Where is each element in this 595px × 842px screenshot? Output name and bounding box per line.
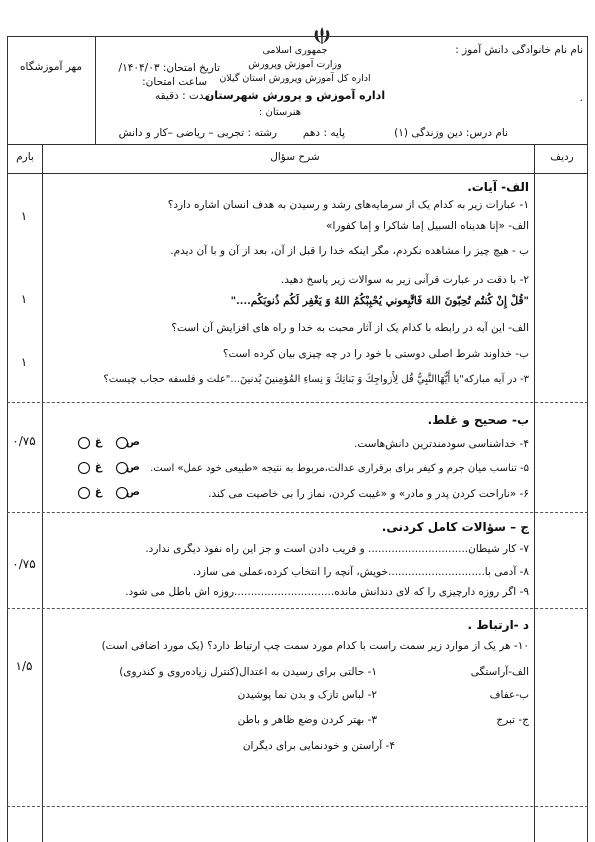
match-left-4: ۴- آراستن و خودنمایی برای دیگران — [242, 740, 395, 752]
true-option[interactable] — [116, 487, 128, 499]
match-left-3: ۳- بهتر کردن وضع ظاهر و باطن — [237, 714, 377, 726]
section-b-title: ب- صحیح و غلط. — [427, 413, 529, 427]
match-right-a: الف-آراستگی — [470, 666, 529, 678]
section-a-title: الف- آیات. — [467, 180, 529, 194]
question-3: ۳- در آیه مبارکه"یا أَيُّهَاالنَّبِيُّ قُل لِأَزواجِكَ وَ بَناتِكَ وَ نِساءِ المُؤمِنينَ يُدنينَ..."علت و فلسفه حجاب چیست؟ — [103, 374, 529, 385]
true-option[interactable] — [116, 437, 128, 449]
score-header: بارم — [16, 151, 34, 163]
question-2b: ب- خداوند شرط اصلی دوستی با خود را در چه چیزی بیان کرده است؟ — [222, 348, 529, 360]
question-5: ۵- تناسب میان جرم و کیفر برای برقراری عدالت،مربوط به نتیجه «طبیعی خود عمل» است. — [150, 463, 529, 474]
office-label: اداره آموزش و پرورش شهرستان — [204, 89, 386, 102]
score-section-d: ۱/۵ — [15, 659, 33, 673]
question-2a: الف- این آیه در رابطه با کدام یک از آثار محبت به خدا و راه های افزایش آن است؟ — [171, 322, 529, 334]
false-option[interactable] — [78, 437, 90, 449]
dot-mark: . — [579, 92, 583, 104]
school-label: هنرستان : — [258, 107, 302, 118]
match-left-2: ۲- لباس تازک و بدن نما پوشیدن — [237, 689, 377, 701]
row-column-line — [534, 144, 535, 842]
header-divider — [7, 144, 588, 145]
false-label: غ — [94, 486, 102, 498]
true-label: ص — [125, 436, 140, 448]
exam-time-label: ساعت امتحان: — [142, 76, 207, 88]
country-label: جمهوری اسلامی — [262, 45, 328, 56]
score-q2: ۱ — [20, 292, 28, 306]
question-header: شرح سؤال — [270, 151, 320, 163]
quran-verse: "قُلْ إِنْ کُنتُم تُحِبّونَ اللهَ فَاتَّبِعوني يُحْبِبْكُمُ اللهُ وَ يَغْفِر لَكُم ذُنوبَكُم...." — [230, 295, 529, 307]
exam-date-label: تاریخ امتحان: ۱۴۰۴/۰۳/ — [118, 62, 220, 74]
section-divider-b — [7, 512, 588, 513]
tf-options-5 — [62, 461, 142, 475]
score-q1: ۱ — [20, 209, 28, 223]
score-column-line — [42, 144, 43, 842]
section-d-title: د -ارتباط . — [467, 618, 529, 632]
question-1: ۱- عبارات زیر به کدام یک از سرمایه‌های رشد و رسیدن به هدف انسان اشاره دارد؟ — [167, 199, 529, 211]
match-right-b: ب-عفاف — [489, 689, 529, 701]
question-1a: الف- «إنا هدیناه السبیل إما شاکرا و إما کفورا» — [326, 220, 529, 232]
score-section-b: ۰/۷۵ — [12, 434, 36, 448]
question-10: ۱۰- هر یک از موارد زیر سمت راست با کدام مورد سمت چپ ارتباط دارد؟ (یک مورد اضافی است) — [101, 640, 529, 652]
directorate-label: اداره کل آموزش وپرورش استان گیلان — [219, 73, 371, 84]
question-4: ۴- خداشناسی سودمندترین دانش‌هاست. — [354, 438, 529, 450]
question-6: ۶- «ناراحت کردن پدر و مادر» و «غیبت کردن، نماز را بی خاصیت می کند. — [208, 488, 529, 500]
grade-label: پایه : دهم — [302, 127, 345, 139]
ministry-label: وزارت آموزش وپرورش — [248, 59, 342, 70]
student-name-label: نام نام خانوادگی دانش آموز : — [455, 44, 583, 56]
score-section-c: ۰/۷۵ — [12, 557, 36, 571]
true-label: ص — [125, 486, 140, 498]
tf-options-6 — [62, 486, 142, 500]
school-seal-label: مهر آموزشگاه — [20, 61, 82, 73]
true-option[interactable] — [116, 462, 128, 474]
seal-divider — [95, 36, 96, 144]
question-8: ۸- آدمی با.............................خویش، آنچه را انتخاب کرده،عملی می سازد. — [192, 566, 529, 578]
field-label: رشته : تجربی – ریاضی –کار و دانش — [118, 127, 277, 139]
tf-options-4 — [62, 436, 142, 450]
course-label: نام درس: دین وزندگی (۱) — [394, 127, 508, 139]
section-divider-d — [7, 806, 588, 807]
false-label: غ — [94, 436, 102, 448]
true-label: ص — [125, 461, 140, 473]
match-left-1: ۱- حالتی برای رسیدن به اعتدال(کنترل زیاده‌روی و کندروی) — [119, 666, 377, 678]
score-q3: ۱ — [20, 355, 28, 369]
question-9: ۹- اگر روزه دارچیزی را که لای دندانش مانده..............................روزه اش باطل می شود. — [125, 586, 529, 598]
question-7: ۷- کار شیطان.............................. و فریب دادن است و جز این راه نفوذ دیگری ندارد. — [145, 543, 529, 555]
false-label: غ — [94, 461, 102, 473]
question-2: ۲- با دقت در عبارت قرآنی زیر به سوالات زیر پاسخ دهید. — [280, 274, 529, 286]
section-divider-c — [7, 608, 588, 609]
section-c-title: ج – سؤالات کامل کردنی. — [381, 520, 529, 534]
question-1b: ب - هیچ چیز را مشاهده نکردم، مگر اینکه خدا را قبل از آن، بعد از آن و با آن دیدم. — [170, 245, 529, 257]
table-head-divider — [7, 173, 588, 174]
false-option[interactable] — [78, 462, 90, 474]
duration-label: مدت : دقیقه — [154, 90, 210, 102]
row-header: ردیف — [550, 151, 574, 163]
match-right-c: ج- تبرج — [496, 714, 529, 726]
section-divider-a — [7, 402, 588, 403]
false-option[interactable] — [78, 487, 90, 499]
